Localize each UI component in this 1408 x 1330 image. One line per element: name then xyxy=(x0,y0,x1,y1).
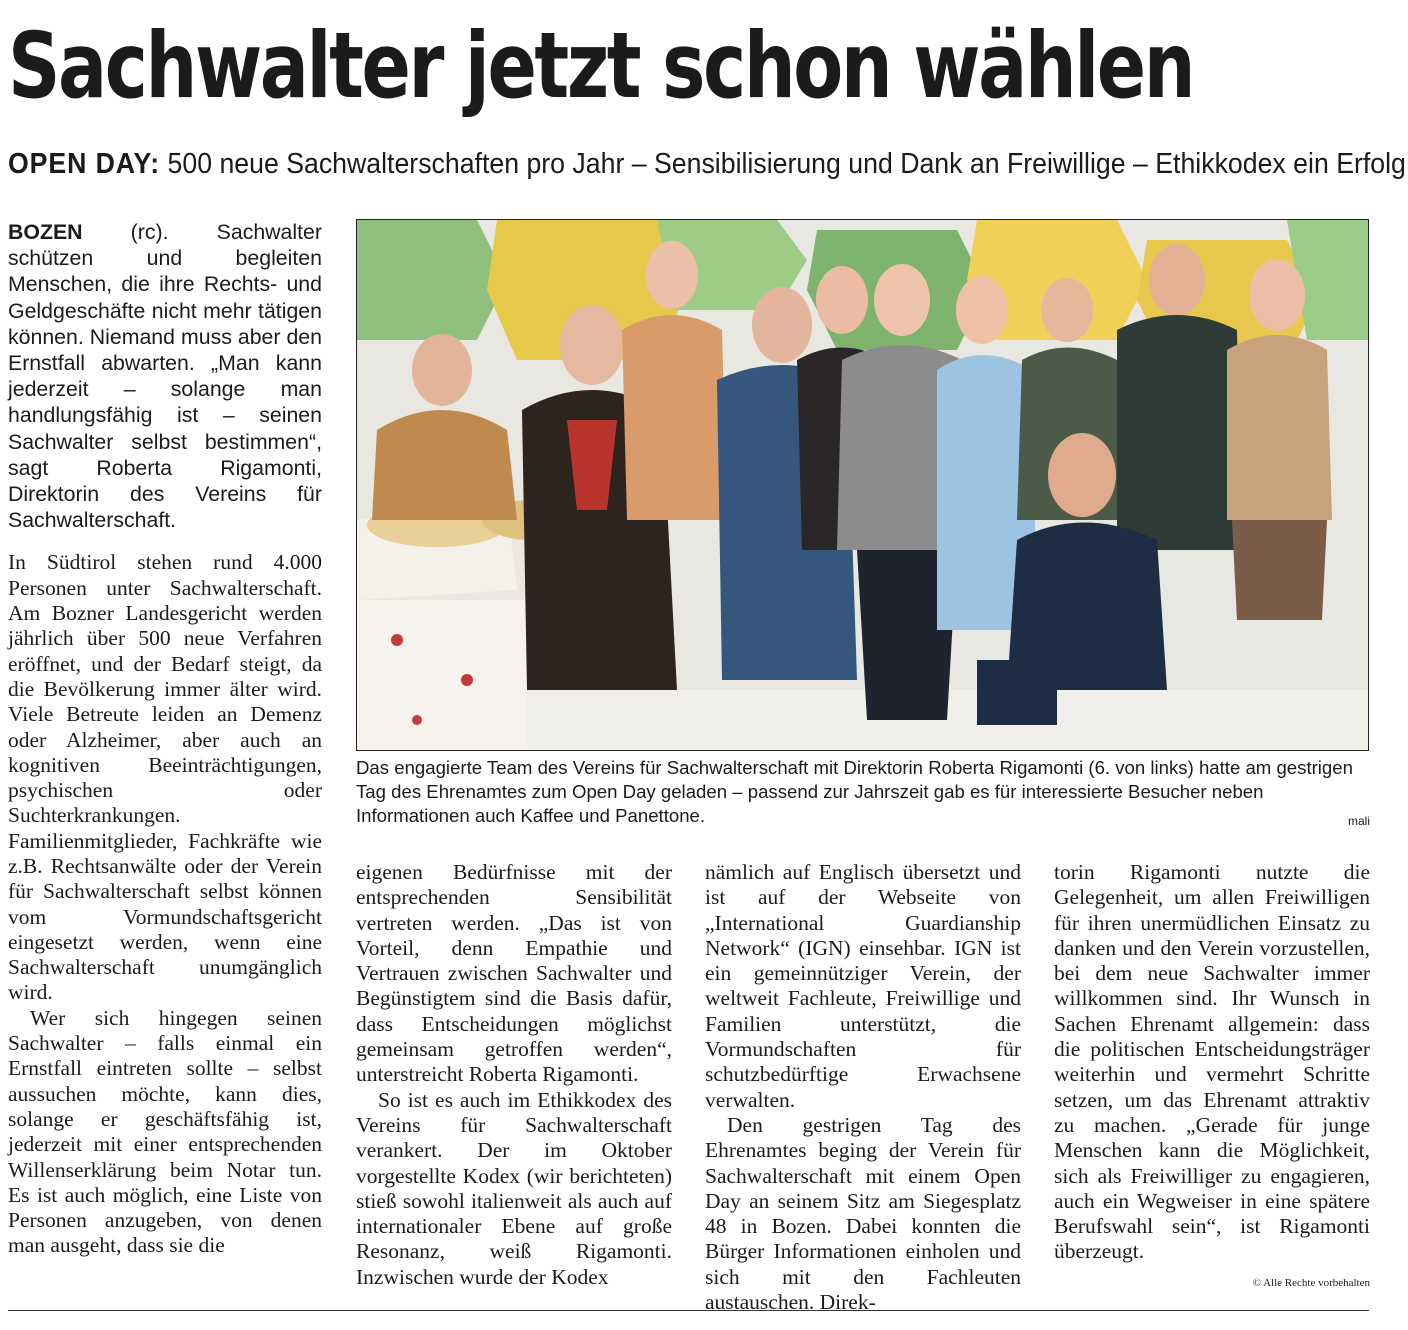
subheadline xyxy=(8,146,1406,182)
dateline: BOZEN xyxy=(8,220,83,244)
subheadline-text: 500 neue Sachwalterschaften pro Jahr – Sensibilisierung und Dank an Freiwillige – Ethikkodex ein Erfolg xyxy=(167,148,1406,180)
article-column-1 xyxy=(8,219,322,1259)
body-paragraph: Wer sich hingegen seinen Sachwalter – falls einmal ein Ernstfall eintreten sollte – selbst aussuchen möchte, kann dies, solange er geschäftsfähig ist, jederzeit mit einer entsprechenden Willenserklärung beim Notar tun. Es ist auch möglich, eine Liste von Personen anzugeben, von denen man ausgeht, dass sie die xyxy=(8,1005,322,1258)
body-paragraph: Den gestrigen Tag des Ehrenamtes beging der Verein für Sachwalterschaft mit einem Open Day an seinem Sitz am Siegesplatz 48 in Bozen. Dabei konnten die Bürger Informationen einholen und sich mit den Fachleuten austauschen. Direk- xyxy=(705,1112,1021,1315)
lead-text: Sachwalter schützen und begleiten Menschen, die ihre Rechts- und Geldgeschäfte nicht mehr tätigen können. Niemand muss aber den Ernstfall abwarten. „Man kann jederzeit – solange man handlungsfähig ist – seinen Sachwalter selbst bestimmen“, sagt Roberta Rigamonti, Direktorin des Vereins für Sachwalterschaft. xyxy=(8,220,322,533)
body-paragraph: torin Rigamonti nutzte die Gelegenheit, um allen Freiwilligen für ihren unermüdlichen Einsatz zu danken und den Verein vorzustellen, bei dem neue Sachwalter immer willkommen sind. Ihr Wunsch in Sachen Ehrenamt allgemein: dass die politischen Entscheidungsträger weiterhin und vermehrt Schritte setzen, um das Ehrenamt attraktiv zu machen. „Gerade für junge Menschen kann die Möglichkeit, sich als Freiwilliger zu engagieren, auch ein Wegweiser in eine spätere Berufswahl sein“, ist Rigamonti überzeugt. xyxy=(1054,860,1370,1264)
body-paragraph: nämlich auf Englisch übersetzt und ist auf der Webseite von „International Guardianship Network“ (IGN) einsehbar. IGN ist ein gemeinnütziger Verein, der weltweit Fachleute, Freiwillige und Familien unterstützt, die Vormundschaften für schutzbedürftige Erwachsene verwalten. xyxy=(705,860,1021,1112)
bottom-rule xyxy=(8,1310,1369,1311)
lead-paragraph xyxy=(8,219,322,533)
group-photo xyxy=(356,219,1369,751)
body-paragraph: eigenen Bedürfnisse mit der entsprechenden Sensibilität vertreten werden. „Das ist von Vorteil, denn Empathie und Vertrauen zwischen Sachwalter und Begünstigtem sind die Basis dafür, dass Entscheidungen möglichst gemeinsam getroffen werden“, unterstreicht Roberta Rigamonti. xyxy=(356,860,672,1087)
group-photo-illustration xyxy=(357,220,1369,751)
article-column-2 xyxy=(356,860,672,1290)
kicker: OPEN DAY: xyxy=(8,148,161,180)
headline: Sachwalter jetzt schon wählen xyxy=(8,14,1194,119)
article-column-3 xyxy=(705,860,1021,1315)
body-paragraph: So ist es auch im Ethikkodex des Vereins für Sachwalterschaft verankert. Der im Oktober vorgestellte Kodex (wir berichteten) stieß sowohl italienweit als auch auf internationaler Ebene auf große Resonanz, weiß Rigamonti. Inzwischen wurde der Kodex xyxy=(356,1087,672,1289)
author-tag: (rc). xyxy=(130,220,169,244)
photo-caption: Das engagierte Team des Vereins für Sachwalterschaft mit Direktorin Roberta Rigamonti (6. von links) hatte am gestrigen Tag des Ehrenamtes zum Open Day geladen – passend zur Jahrszeit gab es für interessierte Besucher neben Informationen auch Kaffee und Panettone. xyxy=(356,757,1353,826)
copyright-notice: © Alle Rechte vorbehalten xyxy=(1252,1277,1370,1289)
article-column-4 xyxy=(1054,860,1370,1265)
photo-credit: mali xyxy=(1347,814,1370,828)
body-paragraph: In Südtirol stehen rund 4.000 Personen unter Sachwalterschaft. Am Bozner Landesgericht werden jährlich über 500 neue Verfahren eröffnet, und der Bedarf steigt, da die Bevölkerung immer älter wird. Viele Betreute leiden an Demenz oder Alzheimer, aber auch an kognitiven Beeinträchtigungen, psychischen oder Suchterkrankungen. Familienmitglieder, Fachkräfte wie z.B. Rechtsanwälte oder der Verein für Sachwalterschaft selbst können vom Vormundschaftsgericht eingesetzt werden, wenn eine Sachwalterschaft unumgänglich wird. xyxy=(8,550,322,1005)
